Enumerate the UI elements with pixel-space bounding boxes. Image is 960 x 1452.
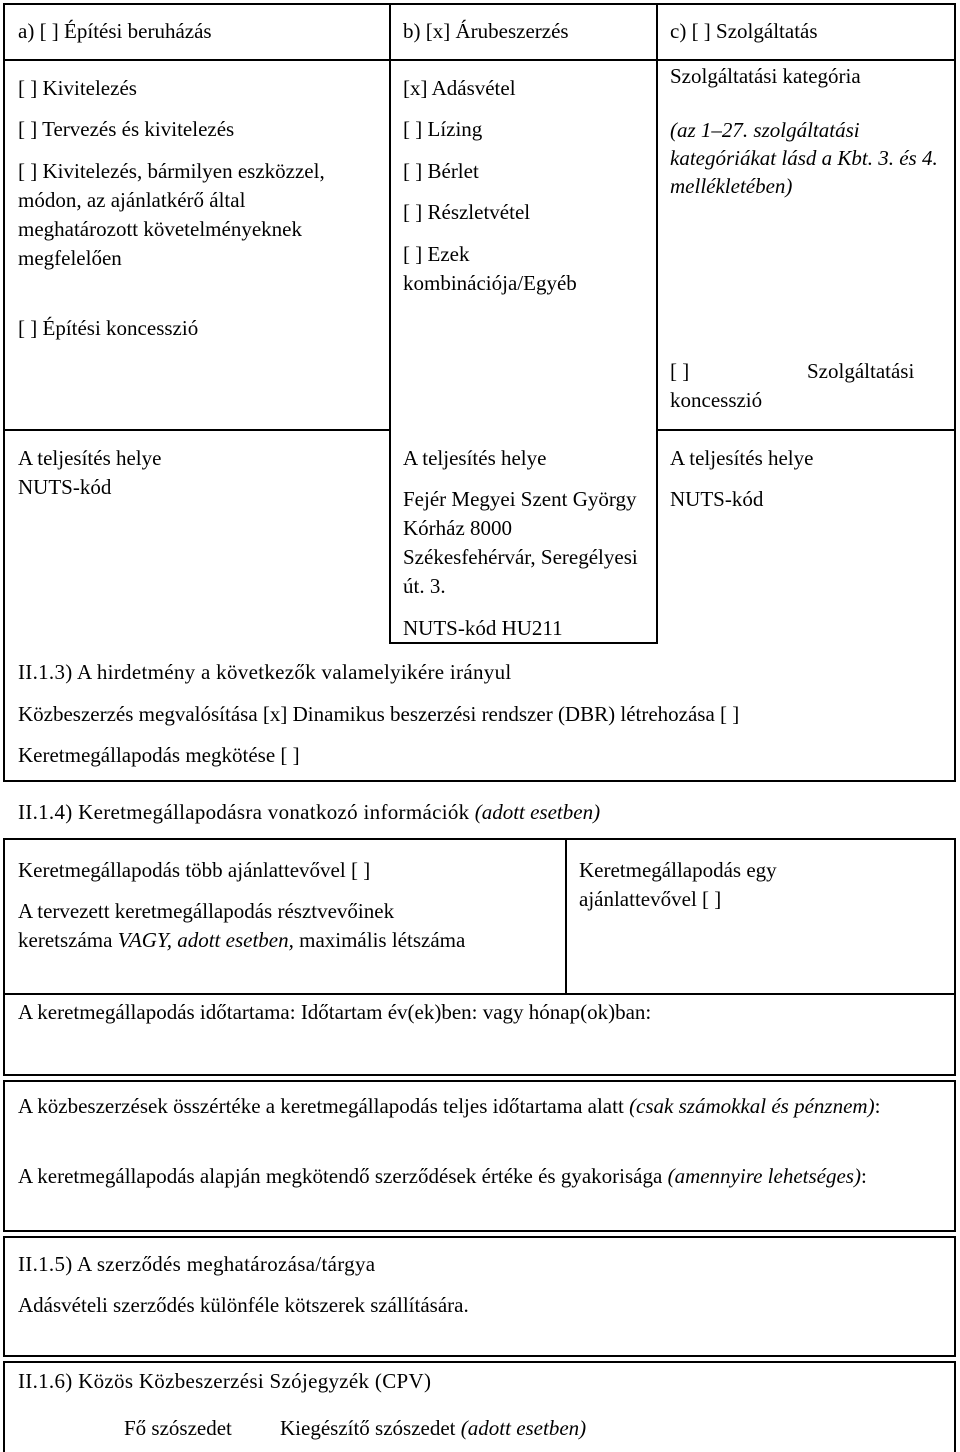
rule xyxy=(3,1080,5,1231)
header-col-b: b) [x] Árubeszerzés xyxy=(403,19,569,43)
contract-value-colon: : xyxy=(860,1164,867,1188)
service-category-note xyxy=(670,116,950,200)
rule xyxy=(954,1080,956,1231)
option-tervezes-kivitelezes: [ ] Tervezés és kivitelezés xyxy=(18,117,235,141)
service-category-note-text: (az 1–27. szolgáltatási kategóriákat lásd a Kbt. 3. és 4. mellékletében) xyxy=(670,118,938,198)
rule xyxy=(3,1361,5,1452)
option-lizing: [ ] Lízing xyxy=(403,117,483,141)
rule xyxy=(565,838,567,994)
service-category-label: Szolgáltatási kategória xyxy=(670,64,861,88)
nuts-label-a: NUTS-kód xyxy=(18,475,112,499)
nuts-label-c: NUTS-kód xyxy=(670,487,764,511)
section-114-heading xyxy=(18,798,600,827)
total-value xyxy=(18,1092,928,1121)
rule xyxy=(3,3,5,651)
rule xyxy=(3,838,956,840)
rule xyxy=(389,3,391,643)
rule xyxy=(954,1361,956,1452)
framework-count-text1: A tervezett keretmegállapodás résztvevőinek keretszáma xyxy=(18,899,395,952)
section-114-heading-text: II.1.4) Keretmegállapodásra vonatkozó információk xyxy=(18,800,470,824)
framework-duration: A keretmegállapodás időtartama: Időtartam év(ek)ben: vagy hónap(ok)ban: xyxy=(18,1000,652,1024)
section-115-text: Adásvételi szerződés különféle kötszerek szállítására. xyxy=(18,1293,469,1317)
header-col-a: a) [ ] Építési beruházás xyxy=(18,19,212,43)
contract-value-note: (amennyire lehetséges) xyxy=(667,1164,861,1188)
framework-multi: Keretmegállapodás több ajánlattevővel [ ] xyxy=(18,858,371,882)
rule xyxy=(954,838,956,1076)
section-113-heading: II.1.3) A hirdetmény a következők valamelyikére irányul xyxy=(18,660,512,684)
rule xyxy=(954,429,956,781)
contract-value xyxy=(18,1162,948,1191)
cpv-main: Fő szószedet xyxy=(124,1416,232,1440)
rule xyxy=(954,1236,956,1356)
rule xyxy=(3,780,956,782)
total-value-colon: : xyxy=(874,1094,881,1118)
section-115-heading: II.1.5) A szerződés meghatározása/tárgya xyxy=(18,1252,376,1276)
header-col-c: c) [ ] Szolgáltatás xyxy=(670,19,818,43)
rule xyxy=(656,429,956,431)
option-epitesi-koncesszio: [ ] Építési koncesszió xyxy=(18,316,199,340)
service-concession-box: [ ] xyxy=(670,359,690,383)
place-address: Fejér Megyei Szent György Kórház 8000 Székesfehérvár, Seregélyesi út. 3. xyxy=(403,487,638,598)
nuts-code-b: NUTS-kód HU211 xyxy=(403,616,563,640)
option-kivitelezes-barmilyen: [ ] Kivitelezés, bármilyen eszközzel, módon, az ajánlatkérő által meghatározott követelményeknek megfelelően xyxy=(18,159,325,270)
rule xyxy=(3,1361,956,1363)
rule xyxy=(3,993,956,995)
section-113-line2: Keretmegállapodás megkötése [ ] xyxy=(18,743,300,767)
place-label-a: A teljesítés helye xyxy=(18,446,162,470)
option-kivitelezes: [ ] Kivitelezés xyxy=(18,76,137,100)
option-berlet: [ ] Bérlet xyxy=(403,159,479,183)
contract-value-text: A keretmegállapodás alapján megkötendő szerződések értéke és gyakorisága xyxy=(18,1164,663,1188)
rule xyxy=(3,1236,5,1356)
rule xyxy=(3,3,956,5)
option-kombinacio: [ ] Ezek kombinációja/Egyéb xyxy=(403,242,577,295)
place-label-b: A teljesítés helye xyxy=(403,446,547,470)
place-label-c: A teljesítés helye xyxy=(670,446,814,470)
cpv-supplementary-note: (adott esetben) xyxy=(460,1416,587,1440)
framework-count-text3: maximális létszáma xyxy=(299,928,466,952)
rule xyxy=(3,1236,956,1238)
rule xyxy=(3,838,5,1076)
section-113-line1: Közbeszerzés megvalósítása [x] Dinamikus beszerzési rendszer (DBR) létrehozása [ ] xyxy=(18,702,740,726)
rule xyxy=(656,3,658,643)
rule xyxy=(3,651,5,781)
rule xyxy=(3,1074,956,1076)
framework-single: Keretmegállapodás egy ajánlattevővel [ ] xyxy=(579,858,777,911)
rule xyxy=(954,3,956,431)
framework-count-text2: VAGY, adott esetben, xyxy=(117,928,294,952)
rule xyxy=(3,1355,956,1357)
section-116-heading: II.1.6) Közös Közbeszerzési Szójegyzék (CPV) xyxy=(18,1369,432,1393)
cpv-supplementary xyxy=(280,1414,586,1443)
framework-count xyxy=(18,897,488,955)
service-concession-word2: koncesszió xyxy=(670,388,763,412)
cpv-supplementary-text: Kiegészítő szószedet xyxy=(280,1416,456,1440)
section-114-heading-note: (adott esetben) xyxy=(474,800,601,824)
service-concession-word1: Szolgáltatási xyxy=(807,359,915,383)
rule xyxy=(3,1230,956,1232)
total-value-text: A közbeszerzések összértéke a keretmegállapodás teljes időtartama alatt xyxy=(18,1094,624,1118)
rule xyxy=(3,1080,956,1082)
rule xyxy=(3,429,389,431)
option-reszletvetel: [ ] Részletvétel xyxy=(403,200,531,224)
rule xyxy=(3,59,956,61)
total-value-note: (csak számokkal és pénznem) xyxy=(629,1094,875,1118)
option-adasvetel: [x] Adásvétel xyxy=(403,76,516,100)
